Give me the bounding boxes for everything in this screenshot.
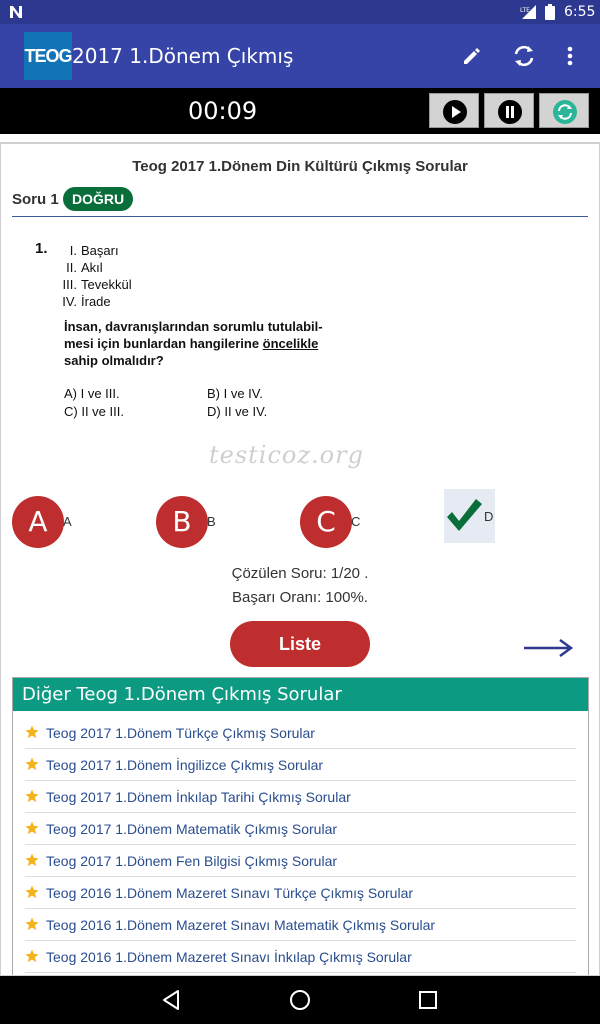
related-links xyxy=(13,711,588,973)
next-arrow-icon[interactable] xyxy=(522,638,574,658)
related-link-label: Teog 2017 1.Dönem İnkılap Tarihi Çıkmış Sorular xyxy=(46,789,351,805)
more-icon[interactable] xyxy=(554,40,586,72)
related-list xyxy=(12,677,589,976)
star-icon xyxy=(25,853,39,867)
star-icon xyxy=(25,885,39,899)
related-link-item[interactable] xyxy=(25,717,576,749)
related-link-item[interactable] xyxy=(25,749,576,781)
related-link-item[interactable] xyxy=(25,877,576,909)
related-link-label: Teog 2017 1.Dönem Matematik Çıkmış Sorular xyxy=(46,821,338,837)
question-item: II. Akıl xyxy=(66,260,103,275)
related-link-item[interactable] xyxy=(25,781,576,813)
recents-icon[interactable] xyxy=(416,988,440,1012)
answer-b-label: B xyxy=(207,514,216,529)
sync-icon[interactable] xyxy=(508,40,540,72)
app-bar xyxy=(0,24,600,88)
watermark: testicoz.org xyxy=(209,441,364,469)
answer-b-button[interactable]: B xyxy=(156,496,208,548)
signal-icon xyxy=(519,4,537,20)
status-time: 6:55 xyxy=(564,4,596,20)
related-link-label: Teog 2017 1.Dönem Fen Bilgisi Çıkmış Sorular xyxy=(46,853,338,869)
liste-button[interactable]: Liste xyxy=(230,621,370,667)
question-label: Soru 1 xyxy=(12,191,59,208)
pause-button[interactable] xyxy=(484,93,534,128)
star-icon xyxy=(25,725,39,739)
status-badge: DOĞRU xyxy=(63,187,133,211)
star-icon xyxy=(25,757,39,771)
question-number: 1. xyxy=(35,240,48,257)
related-link-label: Teog 2016 1.Dönem Mazeret Sınavı İnkılap Çıkmış Sorular xyxy=(46,949,412,965)
related-link-label: Teog 2016 1.Dönem Mazeret Sınavı Matematik Çıkmış Sorular xyxy=(46,917,436,933)
success-rate: Başarı Oranı: 100%. xyxy=(232,589,368,606)
related-link-item[interactable] xyxy=(25,813,576,845)
play-button[interactable] xyxy=(429,93,479,128)
related-link-label: Teog 2016 1.Dönem Mazeret Sınavı Türkçe Çıkmış Sorular xyxy=(46,885,414,901)
related-link-item[interactable] xyxy=(25,941,576,973)
divider xyxy=(12,216,588,217)
edit-icon[interactable] xyxy=(456,40,488,72)
star-icon xyxy=(25,789,39,803)
refresh-button[interactable] xyxy=(539,93,589,128)
svg-text:LTE: LTE xyxy=(520,7,530,14)
related-list-header: Diğer Teog 1.Dönem Çıkmış Sorular xyxy=(13,678,588,711)
solved-count: Çözülen Soru: 1/20 . xyxy=(231,565,369,582)
question-page-title: Teog 2017 1.Dönem Din Kültürü Çıkmış Sorular xyxy=(132,158,468,175)
refresh-icon xyxy=(552,99,578,125)
star-icon xyxy=(25,821,39,835)
back-icon[interactable] xyxy=(160,988,184,1012)
timer-display: 00:09 xyxy=(188,97,258,125)
option-c-text: C) II ve III. xyxy=(64,404,124,419)
related-link-label: Teog 2017 1.Dönem Türkçe Çıkmış Sorular xyxy=(46,725,315,741)
question-item: III. Tevekkül xyxy=(62,277,132,292)
question-card xyxy=(0,142,600,976)
notification-n-icon xyxy=(8,4,24,20)
answer-c-label: C xyxy=(351,514,361,529)
navigation-bar xyxy=(0,976,600,1024)
question-item: I. Başarı xyxy=(69,243,119,258)
star-icon xyxy=(25,917,39,931)
question-item: IV. İrade xyxy=(62,294,111,309)
option-a-text: A) I ve III. xyxy=(64,386,120,401)
question-stem: İnsan, davranışlarından sorumlu tutulabil- mesi için bunlardan hangilerine öncelikle sahip olmalıdır? xyxy=(64,319,323,368)
timer-bar xyxy=(0,88,600,134)
related-link-item[interactable] xyxy=(25,909,576,941)
answer-a-button[interactable]: A xyxy=(12,496,64,548)
option-d-text: D) II ve IV. xyxy=(207,404,268,419)
star-icon xyxy=(25,949,39,963)
answer-a-label: A xyxy=(63,514,72,529)
app-logo: TEOG xyxy=(24,32,72,80)
home-icon[interactable] xyxy=(288,988,312,1012)
question-body xyxy=(31,240,361,440)
page-title: 2017 1.Dönem Çıkmış xyxy=(72,44,294,68)
option-b-text: B) I ve IV. xyxy=(207,386,263,401)
status-bar xyxy=(0,0,600,24)
play-icon xyxy=(442,99,468,125)
answer-c-button[interactable]: C xyxy=(300,496,352,548)
related-link-item[interactable] xyxy=(25,845,576,877)
related-link-label: Teog 2017 1.Dönem İngilizce Çıkmış Sorular xyxy=(46,757,324,773)
answer-d-label: D xyxy=(484,509,494,524)
pause-icon xyxy=(497,99,523,125)
battery-icon xyxy=(545,4,555,20)
